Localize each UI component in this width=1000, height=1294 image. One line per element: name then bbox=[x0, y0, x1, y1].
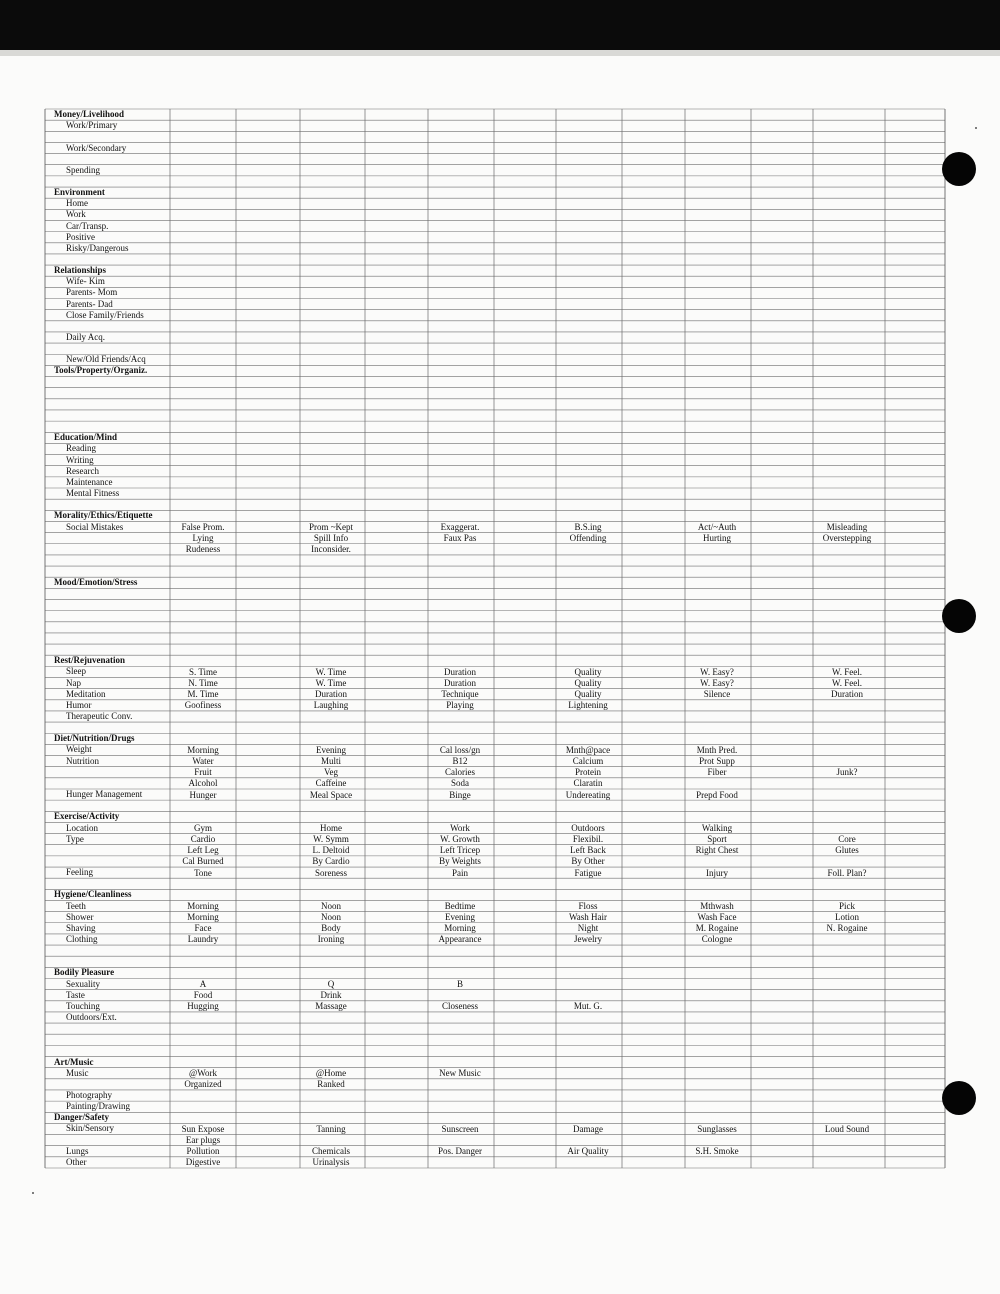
table-cell: Pollution bbox=[186, 1146, 220, 1157]
table-cell: Silence bbox=[703, 689, 731, 700]
table-cell: Q bbox=[327, 979, 335, 990]
table-cell: S. Time bbox=[188, 666, 218, 677]
section-header: Environment bbox=[54, 187, 105, 198]
table-cell: @Home bbox=[315, 1068, 347, 1079]
row-label: Other bbox=[66, 1156, 87, 1167]
table-cell: Face bbox=[194, 923, 212, 934]
table-cell: A bbox=[199, 979, 207, 990]
row-label: Risky/Dangerous bbox=[66, 242, 129, 253]
table-cell: Prepd Food bbox=[696, 789, 738, 800]
table-cell: B bbox=[456, 979, 464, 990]
table-cell: Caffeine bbox=[315, 778, 347, 789]
table-cell: Evening bbox=[445, 912, 475, 923]
table-cell: Goofiness bbox=[184, 700, 222, 711]
table-cell: Veg bbox=[324, 767, 338, 778]
row-label: Location bbox=[66, 822, 98, 833]
table-cell: New Music bbox=[439, 1068, 481, 1079]
section-header: Danger/Safety bbox=[54, 1112, 109, 1123]
table-cell: Soda bbox=[451, 778, 469, 789]
row-label: Shaving bbox=[66, 922, 96, 933]
table-cell: Quality bbox=[574, 689, 602, 700]
row-label: Parents- Dad bbox=[66, 298, 113, 309]
row-label: Outdoors/Ext. bbox=[66, 1012, 117, 1022]
row-label: Nutrition bbox=[66, 755, 99, 766]
row-label: Skin/Sensory bbox=[66, 1123, 115, 1134]
table-cell: Jewelry bbox=[574, 934, 602, 945]
row-label: Therapeutic Conv. bbox=[66, 711, 133, 722]
section-header: Rest/Rejuvenation bbox=[54, 655, 125, 666]
table-cell: Night bbox=[577, 923, 599, 934]
row-label: Lungs bbox=[66, 1145, 89, 1156]
row-label: Humor bbox=[66, 699, 92, 710]
table-cell: Left Tricep bbox=[439, 845, 481, 856]
table-cell: By Cardio bbox=[312, 856, 350, 867]
table-cell: Junk? bbox=[836, 767, 858, 778]
row-label: Maintenance bbox=[66, 476, 113, 487]
table-cell: W. Easy? bbox=[700, 666, 734, 677]
table-cell: Floss bbox=[578, 901, 598, 912]
section-header: Art/Music bbox=[54, 1056, 94, 1067]
table-cell: Mnth@pace bbox=[565, 744, 611, 755]
table-cell: Quality bbox=[574, 666, 602, 677]
table-cell: Protein bbox=[575, 767, 601, 778]
table-cell: Pos. Danger bbox=[438, 1146, 482, 1157]
table-cell: Binge bbox=[449, 789, 471, 800]
row-label: Nap bbox=[66, 677, 81, 688]
table-cell: Lightening bbox=[568, 700, 608, 711]
scan-speck bbox=[32, 1192, 34, 1194]
table-cell: Ironing bbox=[317, 934, 345, 945]
table-cell: Massage bbox=[315, 1001, 347, 1012]
table-cell: Undereating bbox=[565, 789, 611, 800]
table-cell: Offending bbox=[569, 533, 607, 544]
table-cell: Duration bbox=[444, 666, 476, 677]
table-cell: Morning bbox=[444, 923, 476, 934]
row-label: Touching bbox=[66, 1000, 100, 1011]
table-cell: Technique bbox=[441, 689, 479, 700]
table-cell: Left Back bbox=[570, 845, 606, 856]
row-label: Photography bbox=[66, 1090, 112, 1101]
section-header: Relationships bbox=[54, 265, 107, 276]
row-label: Meditation bbox=[66, 688, 106, 699]
table-cell: Ranked bbox=[317, 1079, 345, 1090]
table-cell: Wash Hair bbox=[568, 912, 608, 923]
table-cell: Loud Sound bbox=[824, 1123, 870, 1134]
table-cell: Pain bbox=[451, 867, 469, 878]
section-header: Hygiene/Cleanliness bbox=[54, 889, 132, 900]
table-cell: Bedtime bbox=[444, 901, 476, 912]
table-cell: Mnth Pred. bbox=[696, 744, 738, 755]
table-cell: Chemicals bbox=[312, 1146, 350, 1157]
table-cell: Quality bbox=[574, 678, 602, 689]
table-cell: Pick bbox=[838, 901, 856, 912]
table-cell: Lying bbox=[192, 533, 214, 544]
table-cell: Overstepping bbox=[822, 533, 872, 544]
table-cell: Home bbox=[320, 823, 342, 833]
table-cell: Foll. Plan? bbox=[827, 867, 867, 878]
table-cell: Ear plugs bbox=[185, 1135, 221, 1146]
row-label: Reading bbox=[66, 443, 96, 454]
table-cell: Air Quality bbox=[567, 1146, 609, 1157]
table-cell: Sport bbox=[707, 834, 727, 845]
table-cell: Soreness bbox=[315, 867, 347, 878]
row-label: Research bbox=[66, 465, 99, 476]
row-label: Teeth bbox=[66, 900, 86, 911]
table-cell: Exaggerat. bbox=[440, 522, 480, 533]
row-label: Parents- Mom bbox=[66, 287, 118, 298]
table-cell: S.H. Smoke bbox=[695, 1146, 739, 1157]
table-cell: Playing bbox=[446, 700, 474, 711]
table-cell: Act/~Auth bbox=[697, 522, 737, 533]
table-cell: Misleading bbox=[826, 522, 868, 533]
table-cell: Mut. G. bbox=[573, 1001, 603, 1012]
table-cell: W. Time bbox=[315, 666, 347, 677]
table-cell: Cologne bbox=[701, 934, 733, 945]
table-cell: Calories bbox=[445, 767, 475, 778]
binder-hole-middle bbox=[942, 599, 976, 633]
table-cell: Fiber bbox=[707, 767, 727, 778]
row-label: Daily Acq. bbox=[66, 332, 105, 343]
table-cell: Sunscreen bbox=[441, 1123, 479, 1134]
row-label: Hunger Management bbox=[66, 789, 143, 800]
table-cell: Meal Space bbox=[309, 789, 353, 800]
table-cell: Hurting bbox=[703, 533, 731, 544]
table-cell: Injury bbox=[706, 867, 728, 878]
table-cell: Closeness bbox=[442, 1001, 478, 1012]
table-cell: Outdoors bbox=[571, 823, 605, 833]
table-cell: Mthwash bbox=[700, 901, 734, 912]
table-cell: Hugging bbox=[187, 1001, 219, 1012]
table-cell: W. Time bbox=[315, 678, 347, 689]
table-cell: Tone bbox=[194, 867, 212, 878]
section-header: Mood/Emotion/Stress bbox=[54, 577, 138, 588]
table-cell: Appearance bbox=[438, 934, 482, 945]
table-cell: W. Growth bbox=[440, 834, 480, 845]
table-cell: B12 bbox=[452, 756, 468, 767]
table-cell: Noon bbox=[321, 912, 341, 923]
row-label: Social Mistakes bbox=[66, 521, 124, 532]
table-cell: Core bbox=[838, 834, 856, 845]
table-cell: Fatigue bbox=[574, 867, 602, 878]
table-cell: By Weights bbox=[439, 856, 481, 867]
table-cell: Organized bbox=[184, 1079, 222, 1090]
table-cell: L. Deltoid bbox=[312, 845, 350, 856]
table-cell: Evening bbox=[316, 744, 346, 755]
table-cell: Urinalysis bbox=[312, 1157, 350, 1168]
scan-speck bbox=[975, 127, 977, 129]
table-cell: Noon bbox=[321, 901, 341, 912]
table-cell: Damage bbox=[573, 1123, 603, 1134]
table-cell: Fruit bbox=[194, 767, 212, 778]
row-label: Home bbox=[66, 198, 88, 209]
table-cell: Cal loss/gn bbox=[439, 744, 481, 755]
row-label: Shower bbox=[66, 911, 94, 922]
table-cell: Prom ~Kept bbox=[308, 522, 354, 533]
table-cell: W. Symm bbox=[313, 834, 349, 845]
table-cell: Tanning bbox=[316, 1123, 346, 1134]
row-label: Type bbox=[66, 833, 84, 844]
section-header: Bodily Pleasure bbox=[54, 967, 115, 978]
section-header: Money/Livelihood bbox=[54, 109, 125, 120]
table-cell: Sun Expose bbox=[181, 1123, 225, 1134]
table-cell: N. Rogaine bbox=[826, 923, 868, 934]
table-cell: Morning bbox=[187, 912, 219, 923]
table-cell: By Other bbox=[571, 856, 605, 867]
table-cell: @Work bbox=[188, 1068, 218, 1079]
table-cell: Hunger bbox=[189, 789, 217, 800]
row-label: New/Old Friends/Acq bbox=[66, 354, 146, 365]
row-label: Taste bbox=[66, 989, 85, 1000]
table-cell: Body bbox=[321, 923, 341, 934]
table-cell: Right Chest bbox=[695, 845, 739, 856]
row-label: Work/Primary bbox=[66, 120, 118, 131]
row-label: Painting/Drawing bbox=[66, 1101, 130, 1112]
row-label: Weight bbox=[66, 744, 92, 755]
row-label: Spending bbox=[66, 164, 101, 175]
table-cell: Walking bbox=[701, 823, 733, 833]
table-cell: N. Time bbox=[188, 678, 218, 689]
table-cell: Cal Burned bbox=[182, 856, 224, 867]
table-cell: Duration bbox=[831, 689, 863, 700]
section-header: Morality/Ethics/Etiquette bbox=[54, 510, 153, 521]
table-cell: M. Rogaine bbox=[695, 923, 739, 934]
section-header: Exercise/Activity bbox=[54, 811, 120, 822]
section-header: Education/Mind bbox=[54, 432, 118, 443]
row-label: Positive bbox=[66, 231, 96, 242]
row-label: Work bbox=[66, 209, 86, 220]
table-cell: M. Time bbox=[187, 689, 219, 700]
row-label: Clothing bbox=[66, 933, 98, 944]
binder-hole-top bbox=[942, 152, 976, 186]
table-cell: Calcium bbox=[572, 756, 604, 767]
table-cell: W. Feel. bbox=[832, 678, 862, 689]
table-cell: Faux Pas bbox=[443, 533, 477, 544]
row-label: Close Family/Friends bbox=[66, 309, 144, 320]
row-label: Sleep bbox=[66, 666, 86, 677]
table-cell: Water bbox=[192, 756, 214, 767]
row-label: Writing bbox=[66, 454, 94, 465]
table-cell: False Prom. bbox=[181, 522, 225, 533]
section-header: Tools/Property/Organiz. bbox=[54, 365, 148, 376]
table-cell: B.S.ing bbox=[574, 522, 602, 533]
table-cell: Sunglasses bbox=[697, 1123, 737, 1134]
section-header: Diet/Nutrition/Drugs bbox=[54, 733, 135, 744]
table-cell: Morning bbox=[187, 744, 219, 755]
row-label: Car/Transp. bbox=[66, 220, 109, 231]
table-cell: W. Feel. bbox=[832, 666, 862, 677]
table-cell: Glutes bbox=[835, 845, 859, 856]
table-cell: Digestive bbox=[185, 1157, 221, 1168]
table-cell: Lotion bbox=[835, 912, 859, 923]
row-label: Wife- Kim bbox=[66, 276, 105, 287]
row-label: Music bbox=[66, 1067, 89, 1078]
table-cell: Alcohol bbox=[188, 778, 218, 789]
table-cell: Wash Face bbox=[697, 912, 737, 923]
table-cell: Food bbox=[193, 990, 213, 1001]
table-cell: Flexibil. bbox=[572, 834, 604, 845]
table-cell: Inconsider. bbox=[311, 544, 351, 555]
row-label: Work/Secondary bbox=[66, 142, 127, 153]
table-cell: Drink bbox=[320, 990, 342, 1001]
table-cell: Cardio bbox=[190, 834, 216, 845]
table-cell: Multi bbox=[320, 756, 342, 767]
table-cell: Gym bbox=[194, 823, 212, 833]
table-cell: Laughing bbox=[313, 700, 349, 711]
row-label: Feeling bbox=[66, 867, 93, 878]
table-cell: Work bbox=[450, 823, 470, 833]
table-cell: W. Easy? bbox=[700, 678, 734, 689]
table-cell: Duration bbox=[444, 678, 476, 689]
table-cell: Duration bbox=[315, 689, 347, 700]
binder-hole-bottom bbox=[942, 1081, 976, 1115]
row-label: Sexuality bbox=[66, 978, 100, 989]
table-cell: Laundry bbox=[187, 934, 219, 945]
table-cell: Spill Info bbox=[313, 533, 349, 544]
table-cell: Morning bbox=[187, 901, 219, 912]
table-cell: Rudeness bbox=[185, 544, 221, 555]
table-cell: Prot Supp bbox=[699, 756, 735, 767]
table-cell: Left Leg bbox=[187, 845, 219, 856]
row-label: Mental Fitness bbox=[66, 488, 120, 499]
table-cell: Claratin bbox=[573, 778, 603, 789]
